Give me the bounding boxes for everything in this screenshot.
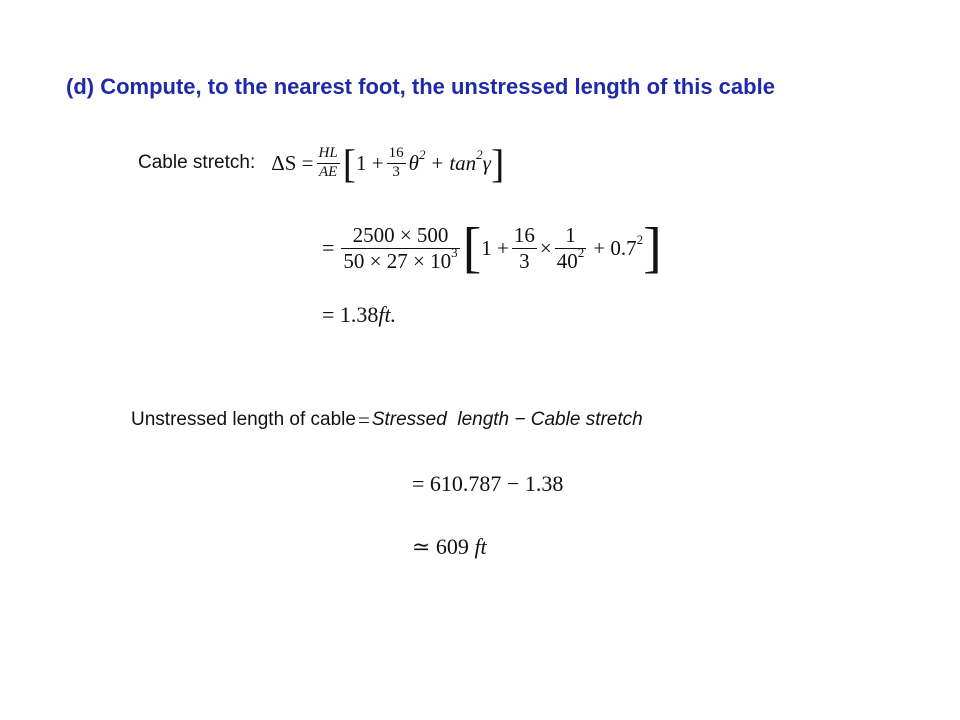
one-over-forty-squared-fraction: $\frac{1}{40^2}$ <box>556 223 585 273</box>
stretch-result: = 1.38 ft. <box>322 302 397 327</box>
main-fraction: $\frac{2500 \times 500}{50 \times 27 \times 10^3}$ <box>343 223 458 273</box>
final-answer: ≃ 609 ft <box>412 534 487 559</box>
subtraction-step: = 610.787 − 1.38 <box>412 471 564 496</box>
sixteen-thirds-fraction: $\frac{16}{3}$ <box>388 145 404 180</box>
unstressed-length-formula <box>131 405 643 435</box>
open-bracket: [ <box>342 140 357 186</box>
term-one: 1 + <box>356 150 384 175</box>
numeric-substitution <box>322 214 662 282</box>
sixteen-thirds-fraction: $\frac{16}{3}$ <box>513 223 535 273</box>
open-bracket: [ <box>462 217 482 279</box>
delta-s-lhs: ΔS = <box>271 150 314 175</box>
theta-symbol: $\theta^2$ <box>408 146 426 175</box>
section-heading: (d) Compute, to the nearest foot, the unstressed length of this cable <box>66 74 775 99</box>
hl-over-ae-fraction: $\frac{HL}{AE}$ <box>318 145 338 180</box>
unstressed-length-rhs: Stressed length − Cable stretch <box>371 409 643 430</box>
cable-stretch-label: Cable stretch: <box>138 152 256 173</box>
close-bracket: ] <box>490 140 505 186</box>
close-bracket: ] <box>643 217 662 279</box>
plus-point-seven-squared: + $0.7^2$ <box>593 231 644 260</box>
term-one: 1 + <box>481 235 509 260</box>
plus-sign: + <box>431 150 444 175</box>
unstressed-length-label: Unstressed length of cable <box>131 409 356 430</box>
times-sign: × <box>539 235 552 260</box>
equals-sign: = <box>357 407 370 432</box>
equals-sign: = <box>322 235 335 260</box>
cable-stretch-formula <box>138 138 504 188</box>
tan-squared-gamma: $\tan^2\gamma$ <box>449 146 491 175</box>
